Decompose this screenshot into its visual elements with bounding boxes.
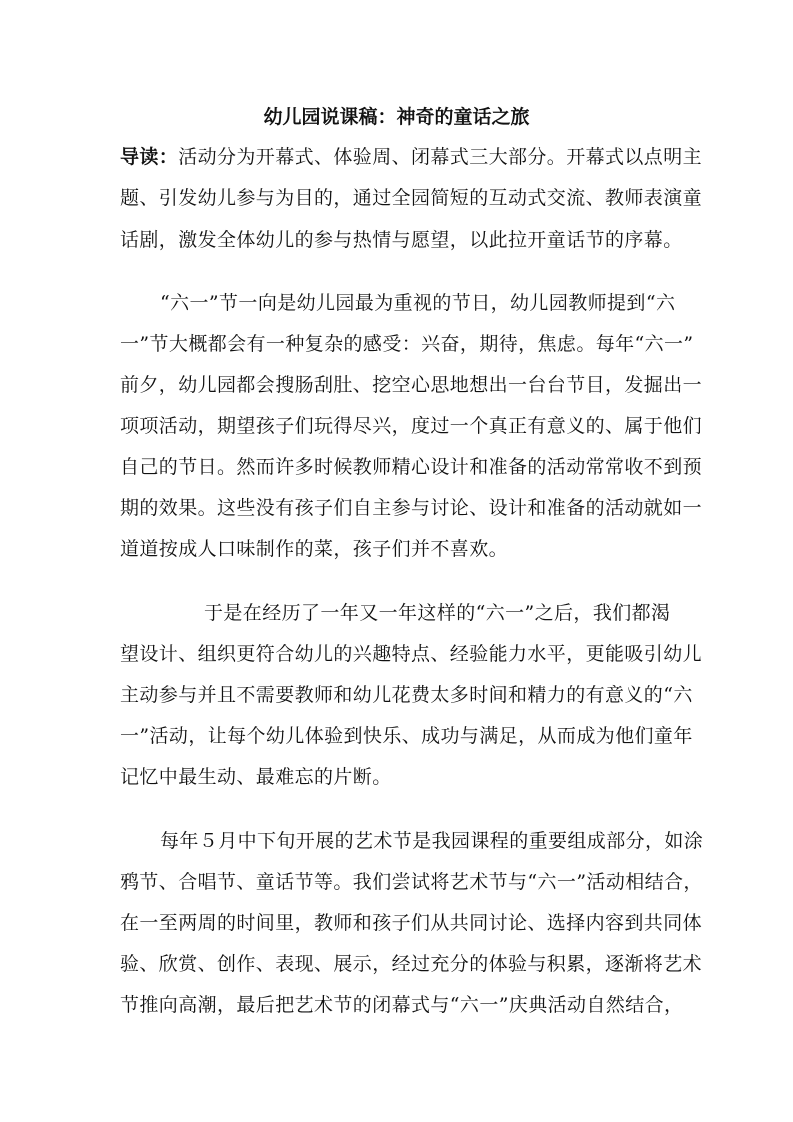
paragraph-line: 节推向高潮，最后把艺术节的闭幕式与“六一”庆典活动自然结合，: [120, 994, 684, 1016]
paragraph-line: 于是在经历了一年又一年这样的“六一”之后，我们都渴: [204, 602, 671, 624]
paragraph-line: 期的效果。这些没有孩子们自主参与讨论、设计和准备的活动就如一: [120, 497, 703, 519]
intro-label: 导读：: [120, 146, 179, 168]
paragraph-line: 验、欣赏、创作、表现、展示，经过充分的体验与积累，逐渐将艺术: [120, 953, 703, 975]
paragraph-line: “六一”节一向是幼儿园最为重视的节日，幼儿园教师提到“六: [160, 292, 676, 314]
paragraph-line: 在一至两周的时间里，教师和孩子们从共同讨论、选择内容到共同体: [120, 912, 703, 934]
document-title: 幼儿园说课稿：神奇的童话之旅: [263, 106, 530, 128]
paragraph-line: 每年５月中下旬开展的艺术节是我园课程的重要组成部分，如涂: [160, 830, 704, 852]
paragraph-line: 鸦节、合唱节、童话节等。我们尝试将艺术节与“六一”活动相结合，: [120, 871, 703, 893]
intro-text: 活动分为开幕式、体验周、闭幕式三大部分。开幕式以点明主: [178, 146, 703, 168]
paragraph-line: 主动参与并且不需要教师和幼儿花费太多时间和精力的有意义的“六: [120, 684, 693, 706]
intro-line: 话剧，激发全体幼儿的参与热情与愿望，以此拉开童话节的序幕。: [120, 229, 683, 251]
intro-line: 题、引发幼儿参与为目的，通过全园简短的互动式交流、教师表演童: [120, 187, 703, 209]
paragraph-line: 前夕，幼儿园都会搜肠刮肚、挖空心思地想出一台台节目，发掘出一: [120, 374, 703, 396]
paragraph-line: 一”活动，让每个幼儿体验到快乐、成功与满足，从而成为他们童年: [120, 725, 693, 747]
paragraph-line: 项项活动，期望孩子们玩得尽兴，度过一个真正有意义的、属于他们: [120, 415, 703, 437]
paragraph-line: 记忆中最生动、最难忘的片断。: [120, 766, 392, 788]
paragraph-line: 自己的节日。然而许多时候教师精心设计和准备的活动常常收不到预: [120, 456, 703, 478]
intro-line: [120, 145, 702, 169]
paragraph-line: 一”节大概都会有一种复杂的感受：兴奋，期待，焦虑。每年“六一”: [120, 333, 694, 355]
paragraph-line: 道道按成人口味制作的菜，孩子们并不喜欢。: [120, 538, 509, 560]
paragraph-line: 望设计、组织更符合幼儿的兴趣特点、经验能力水平，更能吸引幼儿: [120, 643, 703, 665]
